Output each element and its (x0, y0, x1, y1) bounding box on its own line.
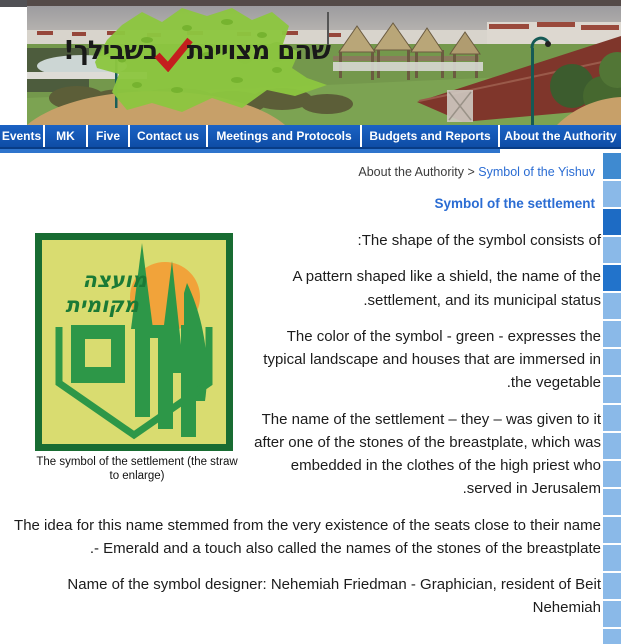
sidebar-segment (603, 461, 621, 487)
sidebar-segment (603, 349, 621, 375)
article-paragraph: The idea for this name stemmed from the very existence of the seats close to their name - Emerald and a touch also called the names of the stones of the breastplate. (14, 516, 601, 557)
nav-item-five[interactable]: Five (88, 125, 130, 147)
right-sidebar (603, 153, 621, 644)
sidebar-segment (603, 517, 621, 543)
slogan-main: שהם מצויינת (186, 36, 330, 66)
settlement-logo-image[interactable] (35, 233, 233, 451)
settlement-logo-figure (35, 233, 239, 484)
slogan-tail: בשבילך! (62, 36, 158, 66)
corner-block (0, 0, 27, 7)
nav-item-events[interactable]: Events (0, 125, 45, 147)
sidebar-segment (603, 573, 621, 599)
sidebar-segment (603, 265, 621, 291)
svg-text:מקומית: מקומית (65, 293, 139, 317)
sidebar-segment (603, 545, 621, 571)
nav-item-about-the-authority[interactable]: About the Authority (504, 129, 617, 143)
nav-item-meetings-and-protocols[interactable]: Meetings and Protocols (208, 125, 362, 147)
sidebar-segment (603, 377, 621, 403)
breadcrumb-separator: > (464, 165, 479, 179)
breadcrumb (0, 165, 595, 179)
article (0, 229, 601, 620)
article-paragraph: The shape of the symbol consists of: (357, 232, 601, 249)
sidebar-segment (603, 601, 621, 627)
svg-text:מועצה: מועצה (82, 268, 147, 292)
sidebar-segment (603, 489, 621, 515)
header-banner (0, 0, 621, 125)
sidebar-segment (603, 181, 621, 207)
article-paragraph: Name of the symbol designer: Nehemiah Friedman - Graphician, resident of Beit Nehemiah (67, 576, 601, 617)
sidebar-segment (603, 321, 621, 347)
sidebar-segment (603, 209, 621, 235)
page-title: Symbol of the settlement (434, 196, 595, 211)
sidebar-segment (603, 153, 621, 179)
article-paragraph: The color of the symbol - green - expresses the typical landscape and houses that are immersed in the vegetable. (263, 327, 601, 392)
sidebar-segment (603, 237, 621, 263)
sidebar-segment (603, 293, 621, 319)
nav-underline-strip (0, 149, 500, 153)
breadcrumb-current-link[interactable]: Symbol of the Yishuv (478, 165, 595, 179)
article-paragraph: The name of the settlement – they – was given to it after one of the stones of the breastplate, which was embedded in the clothes of the high priest who served in Jerusalem. (254, 410, 601, 498)
nav-bar (0, 125, 621, 149)
sidebar-segment (603, 405, 621, 431)
sidebar-segment (603, 433, 621, 459)
nav-item-contact-us[interactable]: Contact us (130, 125, 208, 147)
nav-item-mk[interactable]: MK (45, 125, 88, 147)
breadcrumb-parent-link[interactable]: About the Authority (358, 165, 465, 179)
header-slogan (63, 36, 330, 68)
sidebar-segment (603, 629, 621, 644)
nav-item-budgets-and-reports[interactable]: Budgets and Reports (362, 125, 500, 147)
logo-caption: The symbol of the settlement (the straw to enlarge) (36, 456, 238, 483)
article-paragraph: A pattern shaped like a shield, the name of the settlement, and its municipal status. (292, 268, 601, 309)
